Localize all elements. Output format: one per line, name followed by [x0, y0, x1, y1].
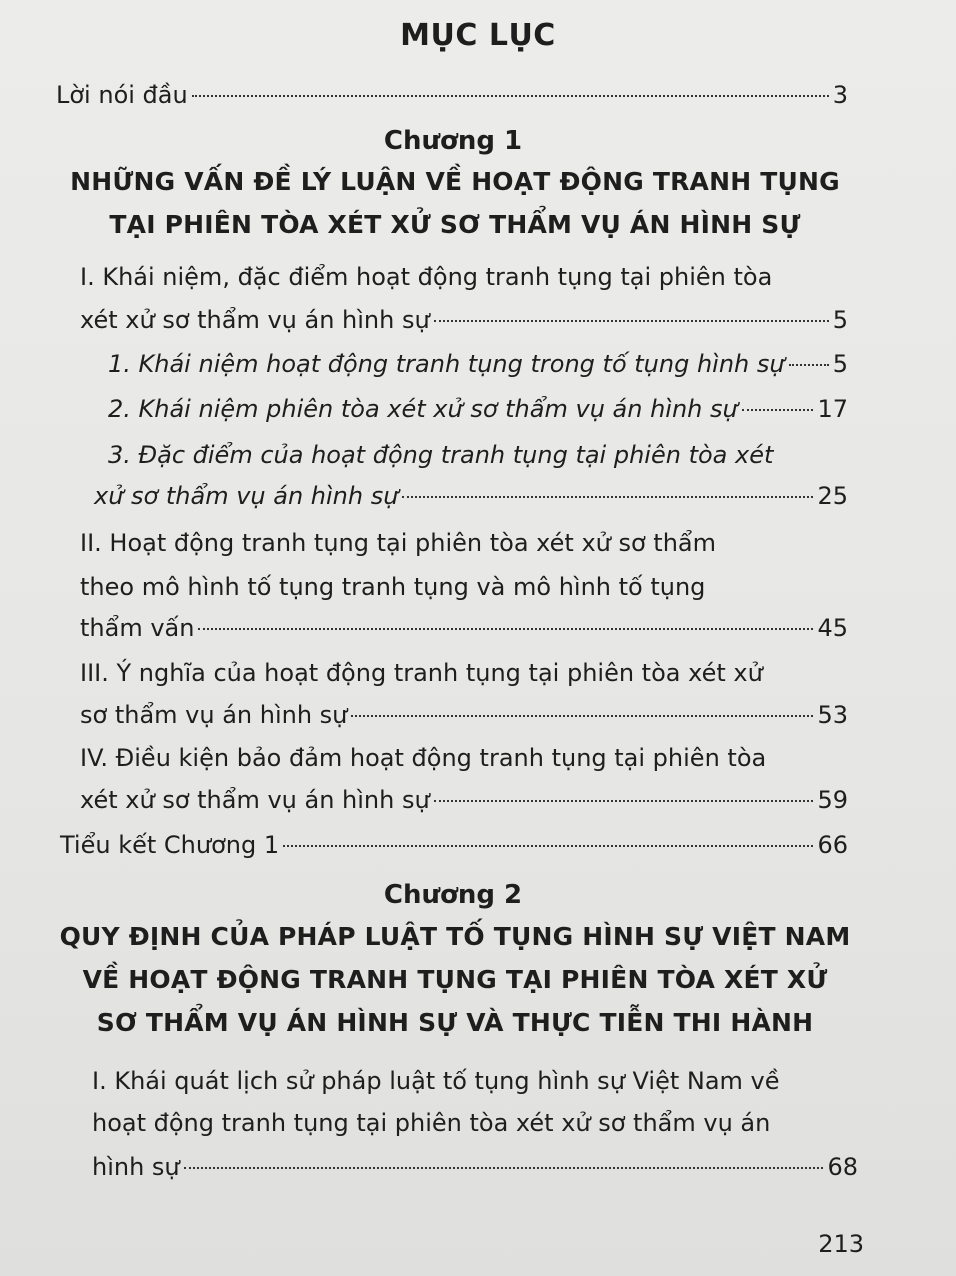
toc-entry-text: Lời nói đầu — [56, 81, 188, 109]
toc-entry-1-2-line2: theo mô hình tố tụng tranh tụng và mô hình tố tụng — [80, 573, 706, 601]
toc-entry-1-3 — [80, 700, 848, 730]
toc-entry-page: 5 — [832, 306, 848, 334]
dot-leader — [283, 845, 813, 847]
toc-entry-page: 53 — [817, 701, 848, 729]
dot-leader — [434, 320, 829, 322]
toc-entry-text: 1. Khái niệm hoạt động tranh tụng trong tố tụng hình sự — [108, 350, 785, 378]
toc-entry-page: 17 — [817, 395, 848, 423]
chapter-2-title — [40, 915, 870, 1044]
dot-leader — [351, 715, 813, 717]
dot-leader — [402, 496, 813, 498]
dot-leader — [742, 409, 814, 411]
chapter-2-title-line: SƠ THẨM VỤ ÁN HÌNH SỰ VÀ THỰC TIỄN THI HÀNH — [96, 1008, 814, 1037]
toc-title: MỤC LỤC — [400, 18, 556, 53]
toc-entry-chapter-1-summary — [60, 830, 848, 860]
toc-entry-text: thẩm vấn — [80, 614, 195, 642]
toc-entry-1-3-line1: III. Ý nghĩa của hoạt động tranh tụng tại phiên tòa xét xử — [80, 659, 763, 687]
toc-entry-page: 5 — [832, 350, 848, 378]
chapter-2-label: Chương 2 — [383, 880, 523, 910]
toc-entry-1-4 — [80, 785, 848, 815]
toc-entry-page: 25 — [817, 482, 848, 510]
toc-entry-text: Tiểu kết Chương 1 — [60, 831, 280, 859]
chapter-1-title — [40, 160, 870, 246]
page-number: 213 — [818, 1230, 864, 1258]
toc-entry-1-2-line1: II. Hoạt động tranh tụng tại phiên tòa xét xử sơ thẩm — [80, 529, 717, 557]
toc-entry-text: hình sự — [92, 1153, 180, 1181]
toc-entry-1-2 — [80, 613, 848, 643]
toc-entry-2-1-line1: I. Khái quát lịch sử pháp luật tố tụng hình sự Việt Nam về — [92, 1067, 780, 1095]
chapter-2-title-line: VỀ HOẠT ĐỘNG TRANH TỤNG TẠI PHIÊN TÒA XÉT XỬ — [82, 965, 828, 994]
dot-leader — [789, 364, 829, 366]
toc-entry-page: 3 — [832, 81, 848, 109]
dot-leader — [434, 800, 814, 802]
toc-entry-page: 68 — [827, 1153, 858, 1181]
toc-entry-preface — [56, 80, 848, 110]
toc-entry-1-1-2 — [108, 394, 848, 424]
toc-entry-page: 59 — [817, 786, 848, 814]
toc-entry-text: xử sơ thẩm vụ án hình sự — [94, 482, 399, 510]
toc-entry-text: xét xử sơ thẩm vụ án hình sự — [80, 306, 430, 334]
dot-leader — [184, 1167, 824, 1169]
chapter-1-title-line: TẠI PHIÊN TÒA XÉT XỬ SƠ THẨM VỤ ÁN HÌNH SỰ — [109, 210, 801, 239]
toc-entry-1-1-line1: I. Khái niệm, đặc điểm hoạt động tranh tụng tại phiên tòa — [80, 263, 773, 291]
toc-entry-page: 66 — [817, 831, 848, 859]
chapter-1-title-line: NHỮNG VẤN ĐỀ LÝ LUẬN VỀ HOẠT ĐỘNG TRANH TỤNG — [70, 167, 840, 196]
toc-entry-2-1 — [92, 1152, 858, 1182]
chapter-1-label: Chương 1 — [383, 126, 523, 156]
chapter-2-title-line: QUY ĐỊNH CỦA PHÁP LUẬT TỐ TỤNG HÌNH SỰ VIỆT NAM — [59, 922, 851, 951]
toc-entry-1-4-line1: IV. Điều kiện bảo đảm hoạt động tranh tụng tại phiên tòa — [80, 744, 767, 772]
toc-entry-2-1-line2: hoạt động tranh tụng tại phiên tòa xét xử sơ thẩm vụ án — [92, 1109, 771, 1137]
toc-entry-text: 2. Khái niệm phiên tòa xét xử sơ thẩm vụ án hình sự — [108, 395, 738, 423]
toc-entry-page: 45 — [817, 614, 848, 642]
toc-entry-text: xét xử sơ thẩm vụ án hình sự — [80, 786, 430, 814]
toc-entry-1-1 — [80, 305, 848, 335]
toc-entry-1-1-3-line1: 3. Đặc điểm của hoạt động tranh tụng tại phiên tòa xét — [108, 441, 774, 469]
dot-leader — [192, 95, 829, 97]
toc-entry-1-1-3 — [94, 481, 848, 511]
dot-leader — [198, 628, 813, 630]
toc-entry-1-1-1 — [108, 349, 848, 379]
toc-entry-text: sơ thẩm vụ án hình sự — [80, 701, 348, 729]
